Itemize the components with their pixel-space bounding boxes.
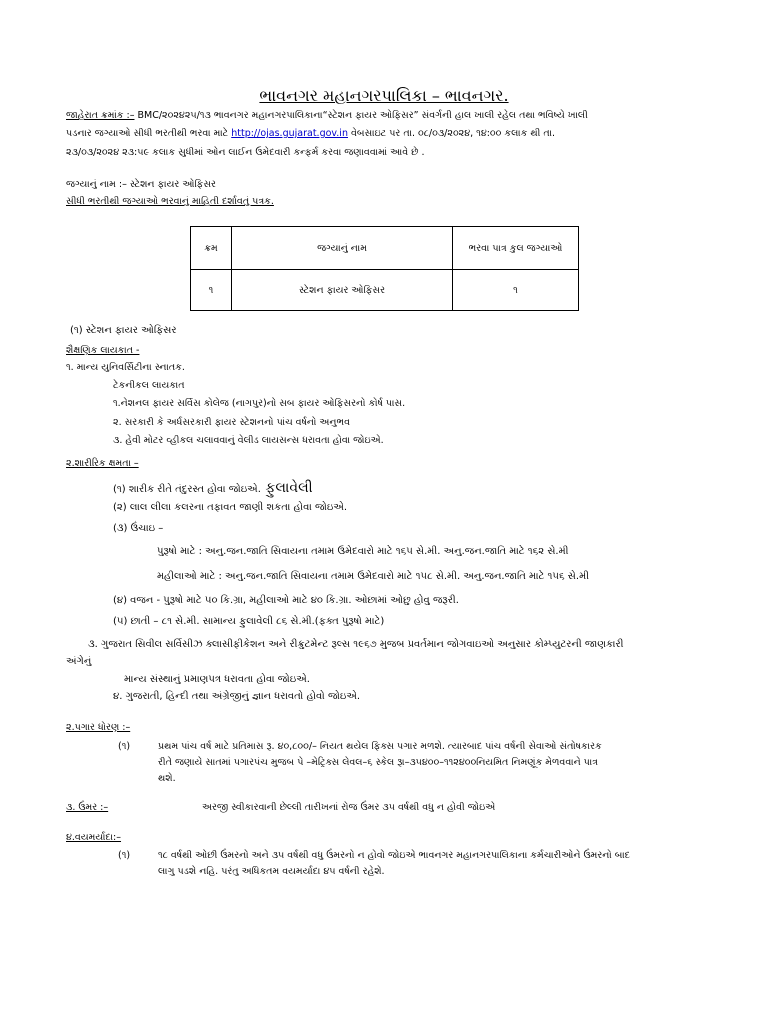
edu-item: ૧. માન્ય યુનિવર્સિટીના સ્નાતક. [66,362,185,373]
physical-item [113,481,313,495]
physical-item: (૩) ઉંચાઇ – [113,523,164,534]
post-name-line: જગ્યાનું નામ :– સ્ટેશન ફાયર ઓફિસર [66,179,216,190]
tech-item: ૩. હેવી મોટર વ્હીકલ ચલાવવાનું વેલીડ લાયસન્સ ધરાવતા હોવા જોઇએ. [113,435,384,446]
computer-knowledge-line1: ૩. ગુજરાત સિવીલ સર્વિસીઝ ક્લાસીફીકેશન અને રીક્રુટમેન્ટ રૂલ્સ ૧૯૬૭ મુજબ પ્રવર્તમાન જોગવાઇઓ અનુસાર કોમ્પ્યુટરની જાણકારી [88,639,624,650]
height-female: મહીલાઓ માટે : અનુ.જન.જાતિ સિવાયના તમામ ઉમેદવારો માટે ૧૫૮ સે.મી. અનુ.જન.જાતિ માટે ૧૫૬ સે.મી [157,571,589,582]
tech-item: ૧.નેશનલ ફાયર સર્વિસ કોલેજ (નાગપુર)નો સબ ફાયર ઓફિસરનો કોર્ષ પાસ. [113,398,406,409]
advert-label: જાહેરાત ક્રમાંક :– [66,110,135,121]
advert-line1-text: BMC/૨૦૨૪૨૫/૧૩ ભાવનગર મહાનગરપાલિકાના“સ્ટેશન ફાયર ઓફિસર” સંવર્ગની હાલ ખાલી રહેલ તથા ભવિષ્યે ખાલી [134,110,588,121]
age-label: ૩. ઉંમર :– [66,802,109,813]
pay-num: (૧) [118,741,131,752]
posts-table [190,226,579,311]
physical-item: (૫) છાતી – ૮૧ સે.મી. સામાન્ય ફુલાવેલી ૮૬ સે.મી.(ફક્ત પુરૂષો માટે) [113,616,385,627]
info-line: સીધી ભરતીથી જગ્યાઓ ભરવાનું માહિતી દર્શાવતું પત્રક. [66,196,274,207]
pay-line: રીતે જણાયે સાતમાં પગારપંચ મુજબ પે –મેટ્રિક્સ લેવલ–૬ સ્કેલ રૂા–૩૫૪૦૦–૧૧૨૪૦૦નિયમિત નિમણૂંક મેળવવાને પાત્ર [158,757,599,768]
table-header-row [191,227,579,270]
physical-label: ૨.શારીરિક ક્ષમતા – [66,458,139,469]
ojas-link[interactable]: http://ojas.gujarat.gov.in [231,128,348,139]
table-cell: ૧ [191,270,232,311]
age-limit-label: ૪.વયમર્યાદા:– [66,832,122,843]
edu-label: શૈક્ષણિક લાયકાત - [66,345,140,356]
pay-line: પ્રથમ પાંચ વર્ષ માટે પ્રતિમાસ રૂ. ૪૦,૮૦૦/– નિયત થયેલ ફિક્સ પગાર મળશે. ત્યારબાદ પાંચ વર્ષની સેવાઓ સંતોષકારક [158,741,602,752]
table-row [191,270,579,311]
tech-label: ટેકનીકલ લાયકાત [113,380,185,391]
table-header: જગ્યાનું નામ [232,227,453,270]
table-header: ભરવા પાત્ર કુલ જગ્યાઓ [453,227,579,270]
age-text: અરજી સ્વીકારવાની છેલ્લી તારીખનાં રોજ ઉંમર ૩૫ વર્ષથી વધુ ન હોવી જોઇએ [202,802,496,813]
advert-line-2 [66,129,555,139]
age-limit-num: (૧) [118,850,131,861]
age-limit-line: ૧૮ વર્ષથી ઓછી ઉંમરનો અને ૩૫ વર્ષથી વધુ ઉંમરનો ન હોવો જોઇએ ભાવનગર મહાનગરપાલિકાના કર્મચારીઓને ઉંમરનો બાદ [158,850,630,861]
computer-knowledge-line2: અંગેનું [66,656,92,667]
physical-item: (૪) વજન - પુરૂષો માટે ૫૦ કિ.ગ્રા, મહીલાઓ માટે ૪૦ કિ.ગ્રા. ઓછામાં ઓછુ હોવુ જરૂરી. [113,595,459,606]
section1-heading: (૧) સ્ટેશન ફાયર ઓફિસર [70,325,177,336]
pay-line: થશે. [158,773,176,784]
table-header: ક્રમ [191,227,232,270]
table-cell: સ્ટેશન ફાયર ઓફિસર [232,270,453,311]
height-male: પુરૂષો માટે : અનુ.જન.જાતિ સિવાયના તમામ ઉમેદવારો માટે ૧૬૫ સે.મી. અનુ.જન.જાતિ માટે ૧૬૨ સે.મી [157,546,569,557]
physical-item-text: (૧) શારીક રીતે તંદુરસ્ત હોવા જોઇએ. [113,484,261,495]
advert-line2-pre: પડનાર જગ્યાઓ સીધી ભરતીથી ભરવા માટે [66,128,232,139]
page-title: ભાવનગર મહાનગરપાલિકા – ભાવનગર. [259,86,509,105]
advert-line-1 [66,111,588,121]
advert-line-3: ૨૩/૦૩/૨૦૨૪ ૨૩:૫૯ કલાક સુધીમાં ઓન લાઈન ઉમેદવારી કન્ફર્મ કરવા જણાવવામાં આવે છે . [66,147,425,158]
pay-label: ૨.પગાર ધોરણ :– [66,722,131,733]
language-knowledge: ૪. ગુજરાતી, હિન્દી તથા અંગ્રેજીનું જ્ઞાન ધરાવતો હોવો જોઇએ. [113,691,361,702]
physical-item-emphasis: ફુલાવેલી [260,480,313,496]
advert-line2-post: વેબસાઇટ પર તા. ૦૮/૦૩/૨૦૨૪, ૧૪:૦૦ કલાક થી તા. [347,128,556,139]
tech-item: ૨. સરકારી કે અર્ધસરકારી ફાયર સ્ટેશનનો પાંચ વર્ષનો અનુભવ [113,417,351,428]
computer-knowledge-line3: માન્ય સંસ્થાનું પ્રમાણપત્ર ધરાવતા હોવા જોઇએ. [124,674,310,685]
physical-item: (૨) લાલ લીલા કલરના તફાવત જાણી શકતા હોવા જોઇએ. [113,502,348,513]
age-limit-line: લાગુ પડશે નહિ. પરંતુ અધિકતમ વયમર્યાદા ૪૫ વર્ષની રહેશે. [158,866,385,877]
table-cell: ૧ [453,270,579,311]
